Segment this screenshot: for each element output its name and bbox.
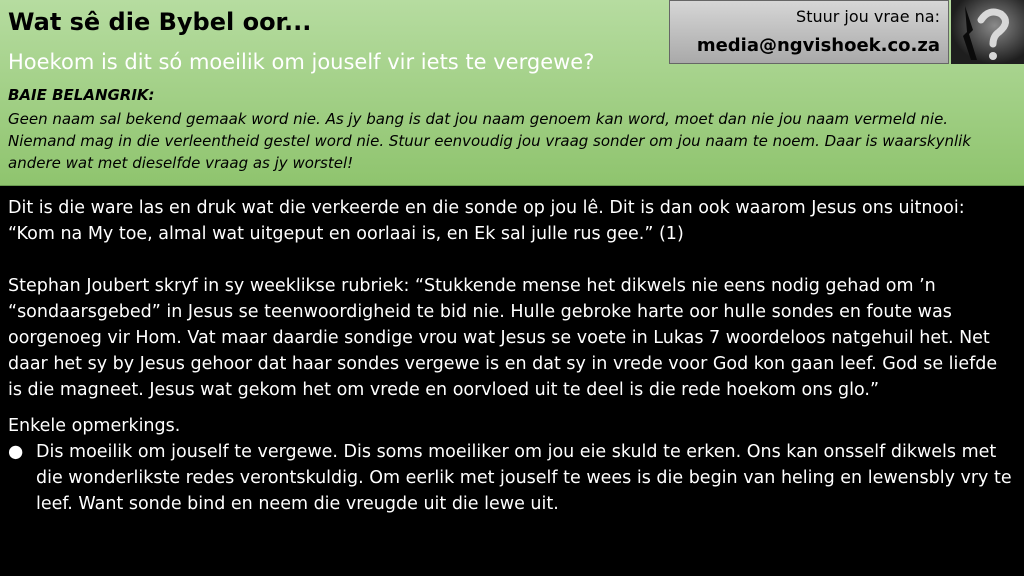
contact-label: Stuur jou vrae na: <box>796 7 940 26</box>
important-label: BAIE BELANGRIK: <box>8 86 155 104</box>
privacy-notice: Geen naam sal bekend gemaak word nie. As jy bang is dat jou naam genoem kan word, moet dan nie jou naam vermeld nie. Niemand mag in die verleentheid gestel word nie. Stuur eenvoudig jou vraag sonder om jou naam te noem. Daar is waarskynlik andere wat met dieselfde vraag as jy worstel! <box>8 110 971 172</box>
contact-box <box>669 0 949 64</box>
question-mark-logo-icon <box>951 0 1024 64</box>
paragraph: Stephan Joubert skryf in sy weeklikse rubriek: “Stukkende mense het dikwels nie eens nodig gehad om ’n “sondaarsgebed” in Jesus se teenwoordigheid te bid nie. Hulle gebroke harte oor hulle sondes en foute was oorgenoeg vir Hom. Vat maar daardie sondige vrou wat Jesus se voete in Lukas 7 woordeloos natgehuil het. Net daar het sy by Jesus gehoor dat haar sondes vergewe is en dat sy in vrede voor God kon gaan leef. God se liefde is die magneet. Jesus wat gekom het om vrede en oorvloed uit te deel is die rede hoekom ons glo.” <box>8 276 998 400</box>
bullet-text: Dis moeilik om jouself te vergewe. Dis soms moeiliker om jou eie skuld te erken. Ons kan onsself dikwels met die wonderlikste redes verontskuldig. Om eerlik met jouself te wees is die begin van heling en lewensbly vry te leef. Want sonde bind en neem die vreugde uit die lewe uit. <box>36 442 1012 514</box>
paragraph: Enkele opmerkings. <box>8 416 181 436</box>
paragraph: Dit is die ware las en druk wat die verkeerde en die sonde op jou lê. Dit is dan ook waarom Jesus ons uitnooi: “Kom na My toe, almal wat uitgeput en oorlaai is, en Ek sal julle rus gee.” (1) <box>8 198 965 244</box>
page-title: Wat sê die Bybel oor... <box>8 8 312 36</box>
bullet-icon: ● <box>8 442 24 462</box>
contact-email-link[interactable]: media@ngvishoek.co.za <box>696 35 940 56</box>
bullet-list-item <box>8 439 1014 517</box>
article-body <box>8 195 1014 517</box>
page-subtitle: Hoekom is dit só moeilik om jouself vir iets te vergewe? <box>8 50 595 74</box>
